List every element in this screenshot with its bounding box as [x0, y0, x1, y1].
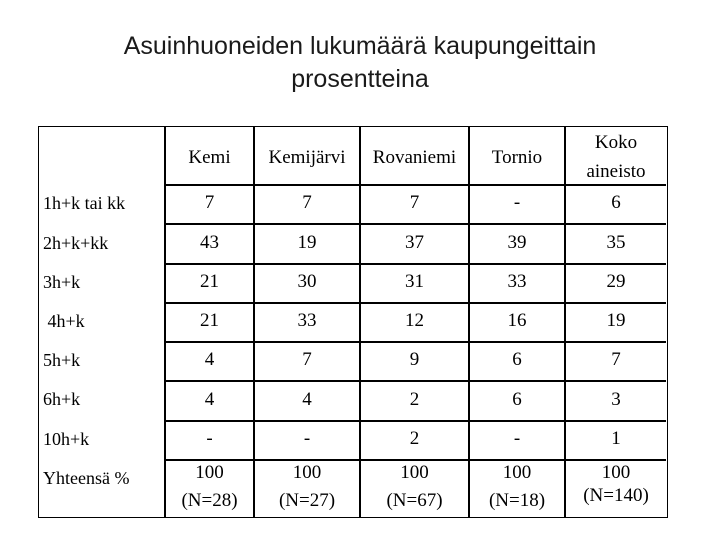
table-cell: 7 [204, 192, 215, 213]
total-n: (N=140) [583, 485, 649, 506]
table-cell: 3 [611, 389, 621, 410]
title-line-2: prosentteina [291, 65, 429, 93]
header-kemijarvi: Kemijärvi [268, 147, 346, 168]
table-cell: 4 [302, 389, 312, 410]
table-cell: 19 [606, 310, 626, 331]
total-n: (N=18) [488, 490, 546, 511]
row-label: 10h+k [43, 429, 90, 449]
table-cell: 16 [507, 310, 527, 331]
table-cell: 4 [204, 349, 215, 370]
total-value: 100 [601, 462, 631, 483]
header-kemi: Kemi [188, 147, 231, 168]
row-divider [164, 223, 666, 225]
row-label: 2h+k+kk [43, 233, 109, 253]
total-n: (N=27) [278, 490, 336, 511]
table-cell: - [513, 192, 521, 213]
table-cell: 2 [409, 428, 420, 449]
total-value: 100 [502, 462, 532, 483]
title-line-1: Asuinhuoneiden lukumäärä kaupungeittain [123, 32, 597, 60]
table-cell: 30 [297, 271, 317, 292]
header-aineisto: aineisto [586, 161, 646, 182]
row-label: 4h+k [43, 311, 85, 331]
total-label: Yhteensä % [43, 468, 130, 488]
table-cell: - [513, 428, 521, 449]
table-cell: - [206, 428, 213, 449]
table-cell: 21 [200, 271, 219, 292]
table-cell: 31 [405, 271, 424, 292]
table-cell: 33 [297, 310, 317, 331]
row-label: 5h+k [43, 350, 81, 370]
total-value: 100 [195, 462, 224, 483]
table-cell: 21 [200, 310, 219, 331]
table-cell: 33 [507, 271, 527, 292]
table-cell: 7 [409, 192, 420, 213]
table-cell: 35 [606, 232, 626, 253]
table-cell: 43 [200, 232, 219, 253]
table-cell: 9 [409, 349, 420, 370]
table-cell: 7 [302, 349, 312, 370]
row-divider [164, 420, 666, 422]
total-n: (N=28) [181, 490, 238, 511]
table-cell: 6 [611, 192, 621, 213]
header-tornio: Tornio [491, 147, 543, 168]
table-cell: 37 [405, 232, 424, 253]
row-label: 6h+k [43, 389, 81, 409]
row-divider [164, 263, 666, 265]
row-label: 1h+k tai kk [43, 193, 126, 213]
table-cell: 19 [297, 232, 317, 253]
total-value: 100 [292, 462, 322, 483]
table-cell: 7 [611, 349, 621, 370]
table-cell: 12 [405, 310, 424, 331]
table-cell: 29 [606, 271, 626, 292]
row-divider [164, 184, 666, 186]
table-cell: 6 [512, 349, 522, 370]
table-cell: 2 [409, 389, 420, 410]
table-cell: 6 [512, 389, 522, 410]
page-title [0, 30, 720, 96]
row-divider [164, 380, 666, 382]
table-cell: 39 [507, 232, 527, 253]
header-rovaniemi: Rovaniemi [372, 147, 457, 168]
total-n: (N=67) [386, 490, 443, 511]
header-koko: Koko [594, 132, 638, 153]
table-cell: 1 [611, 428, 621, 449]
row-divider [164, 341, 666, 343]
table-cell: - [303, 428, 311, 449]
row-label: 3h+k [43, 272, 81, 292]
table-cell: 4 [204, 389, 215, 410]
table-cell: 7 [302, 192, 312, 213]
row-divider [164, 302, 666, 304]
total-value: 100 [400, 462, 429, 483]
